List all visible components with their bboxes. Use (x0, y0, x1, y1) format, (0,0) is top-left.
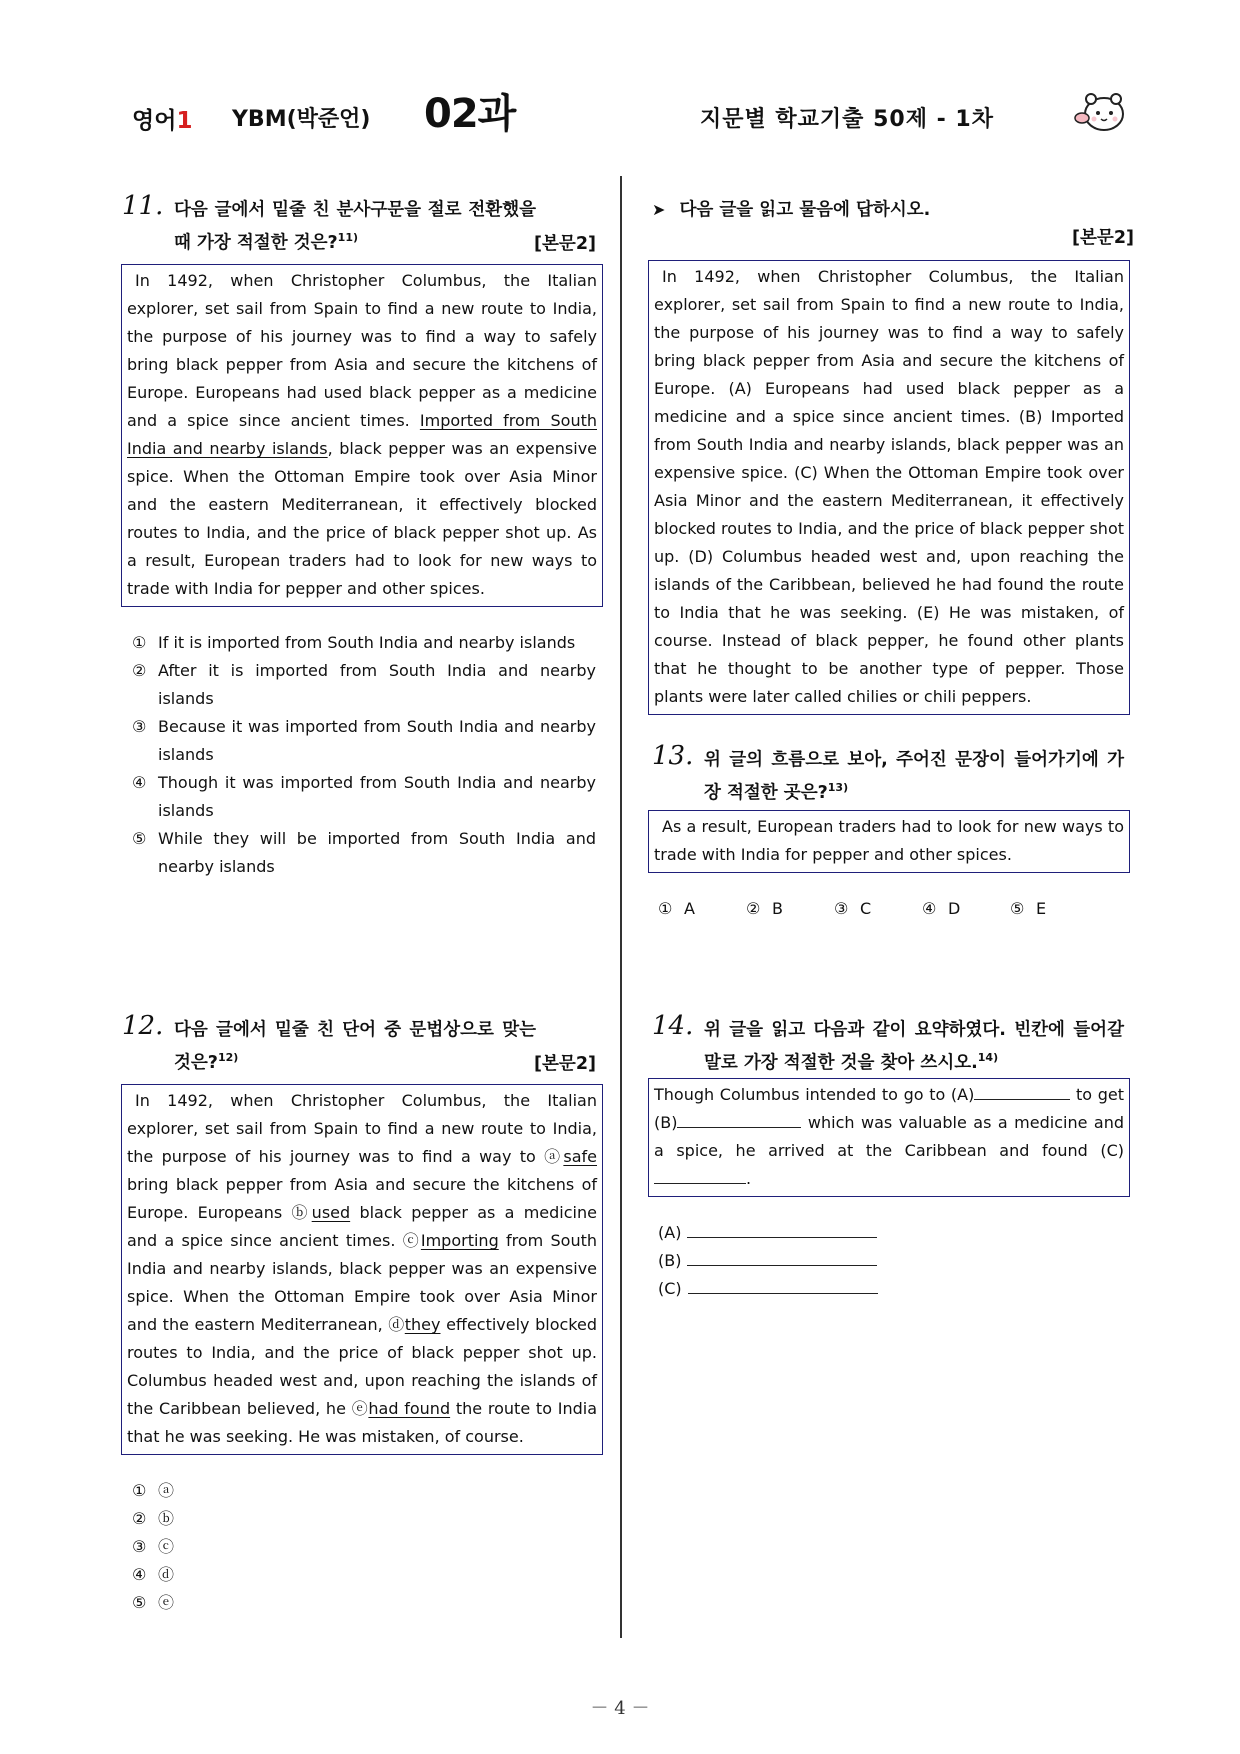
column-divider (620, 176, 622, 1638)
question-11 (122, 191, 598, 881)
summary-blank-b (677, 1113, 801, 1128)
answer-options (652, 895, 1124, 923)
passage-box (121, 264, 603, 607)
summary-text: Though Columbus intended to go to (A) to get (B) which was valuable as a medicine and a spice, he arrived at the Caribbean and found (C). (654, 1085, 1124, 1188)
passage-text: In 1492, when Christopher Columbus, the Italian explorer, set sail from Spain to find a new route to India, the purpose of his journey was to find a way to ⓐsafe bring black pepper from Asia and secure the kitchens of Europe. Europeans ⓑused black pepper as a medicine and a spice since ancient times. ⓒImporting from South India and nearby islands, black pepper was an expensive spice. When the Ottoman Empire took over Asia Minor and the eastern Mediterranean, ⓓthey effectively blocked routes to India, and the price of black pepper shot up. Columbus headed west and, upon reaching the islands of the Caribbean believed, he ⓔhad found the route to India that he was seeking. He was mistaken, of course. (127, 1091, 598, 1446)
question-prompt: 다음 글에서 밑줄 친 단어 중 문법상으로 맞는 것은?$^{12)}$ (174, 1020, 536, 1073)
passage-text: In 1492, when Christopher Columbus, the Italian explorer, set sail from Spain to find a new route to India, the purpose of his journey was to find a way to safely bring black pepper from Asia and secure the kitchens of Europe. (A) Europeans had used black pepper as a medicine and a spice since ancient times. (B) Imported from South India and nearby islands, black pepper was an expensive spice. (C) When the Ottoman Empire took over Asia Minor and the eastern Mediterranean, it effectively blocked routes to India, and the price of black pepper shot up. (D) Columbus headed west and, upon reaching the islands of the Caribbean, believed he had found the route to India that he was seeking. (E) He was mistaken, of course. Instead of black pepper, he found other plants that he thought to be another type of pepper. Those plants were later called chilies or chili peppers. (654, 267, 1124, 706)
instruction-text: 다음 글을 읽고 물음에 답하시오. (679, 200, 931, 220)
arrow-icon: ➤ (652, 200, 666, 219)
option-4[interactable]: ④ D (922, 899, 961, 918)
question-number: 14. (652, 1011, 694, 1041)
answer-line-a[interactable]: (A) (658, 1219, 1124, 1247)
underlined-word-a: safe (563, 1147, 597, 1166)
option-2[interactable]: ② ⓑ (132, 1509, 175, 1528)
answer-blanks (652, 1219, 1124, 1303)
source-tag: [본문2] (534, 234, 596, 254)
bear-mascot-icon (1074, 88, 1128, 136)
question-number: 11. (122, 191, 164, 221)
option-1[interactable]: ① ⓐ (132, 1481, 175, 1500)
option-1[interactable]: ① If it is imported from South India and nearby islands (132, 633, 576, 652)
option-5[interactable]: ⑤ While they will be imported from South India and nearby islands (132, 829, 596, 876)
question-11-header (122, 191, 596, 258)
answer-line-b[interactable]: (B) (658, 1247, 1124, 1275)
source-tag: [본문2] (1072, 228, 1134, 248)
option-3[interactable]: ③ Because it was imported from South India and nearby islands (132, 717, 596, 764)
option-2[interactable]: ② B (746, 899, 783, 918)
option-5[interactable]: ⑤ ⓔ (132, 1593, 175, 1612)
publisher-label: YBM(박준언) (232, 107, 371, 132)
summary-blank-c (654, 1169, 746, 1184)
instruction-header (652, 196, 1134, 252)
passage-box (648, 260, 1130, 715)
option-4[interactable]: ④ Though it was imported from South India and nearby islands (132, 773, 596, 820)
option-5[interactable]: ⑤ E (1010, 899, 1047, 918)
question-13-header (652, 741, 1124, 804)
underlined-word-b: used (311, 1203, 351, 1222)
question-prompt: 다음 글에서 밑줄 친 분사구문을 절로 전환했을 때 가장 적절한 것은?$^{11)}$ (174, 200, 536, 253)
underlined-word-e: had found (368, 1399, 451, 1418)
summary-blank-a (974, 1085, 1070, 1100)
option-2[interactable]: ② After it is imported from South India and nearby islands (132, 661, 596, 708)
lesson-title: 02과 (424, 91, 516, 137)
page-header (0, 82, 1240, 152)
underlined-participle: Imported from South India and nearby islands (127, 411, 597, 458)
passage-box (121, 1084, 603, 1455)
question-13 (652, 741, 1124, 923)
summary-box (648, 1078, 1130, 1197)
answer-options (122, 1477, 596, 1617)
option-3[interactable]: ③ ⓒ (132, 1537, 175, 1556)
subject-number: 1 (176, 108, 193, 134)
option-4[interactable]: ④ ⓓ (132, 1565, 175, 1584)
answer-line-c[interactable]: (C) (658, 1275, 1124, 1303)
source-tag: [본문2] (534, 1054, 596, 1074)
question-prompt: 위 글을 읽고 다음과 같이 요약하였다. 빈칸에 들어갈 말로 가장 적절한 것을 찾아 쓰시오.$^{14)}$ (704, 1020, 1124, 1073)
subject-label: 영어1 (132, 108, 193, 134)
answer-options (122, 629, 596, 881)
given-sentence: As a result, European traders had to look for new ways to trade with India for pepper and other spices. (654, 817, 1124, 864)
option-1[interactable]: ① A (658, 899, 695, 918)
question-prompt: 위 글의 흐름으로 보아, 주어진 문장이 들어가기에 가장 적절한 곳은?$^{13)}$ (704, 750, 1124, 803)
question-14-header (652, 1011, 1124, 1078)
question-number: 13. (652, 741, 694, 771)
passage-text: In 1492, when Christopher Columbus, the Italian explorer, set sail from Spain to find a new route to India, the purpose of his journey was to find a way to safely bring black pepper from Asia and secure the kitchens of Europe. Europeans had used black pepper as a medicine and a spice since ancient times. Imported from South India and nearby islands, black pepper was an expensive spice. When the Ottoman Empire took over Asia Minor and the eastern Mediterranean, it effectively blocked routes to India, and the price of black pepper shot up. As a result, European traders had to look for new ways to trade with India for pepper and other spices. (127, 271, 598, 598)
series-title: 지문별 학교기출 50제 - 1차 (700, 107, 994, 132)
shared-passage-section (652, 196, 1134, 715)
option-3[interactable]: ③ C (834, 899, 872, 918)
question-number: 12. (122, 1011, 164, 1041)
page-number: － 4 － (590, 1698, 650, 1719)
underlined-word-d: they (404, 1315, 441, 1334)
underlined-word-c: Importing (420, 1231, 499, 1250)
question-12 (122, 1011, 598, 1617)
given-sentence-box (648, 810, 1130, 873)
question-12-header (122, 1011, 596, 1078)
question-14 (652, 1011, 1124, 1303)
